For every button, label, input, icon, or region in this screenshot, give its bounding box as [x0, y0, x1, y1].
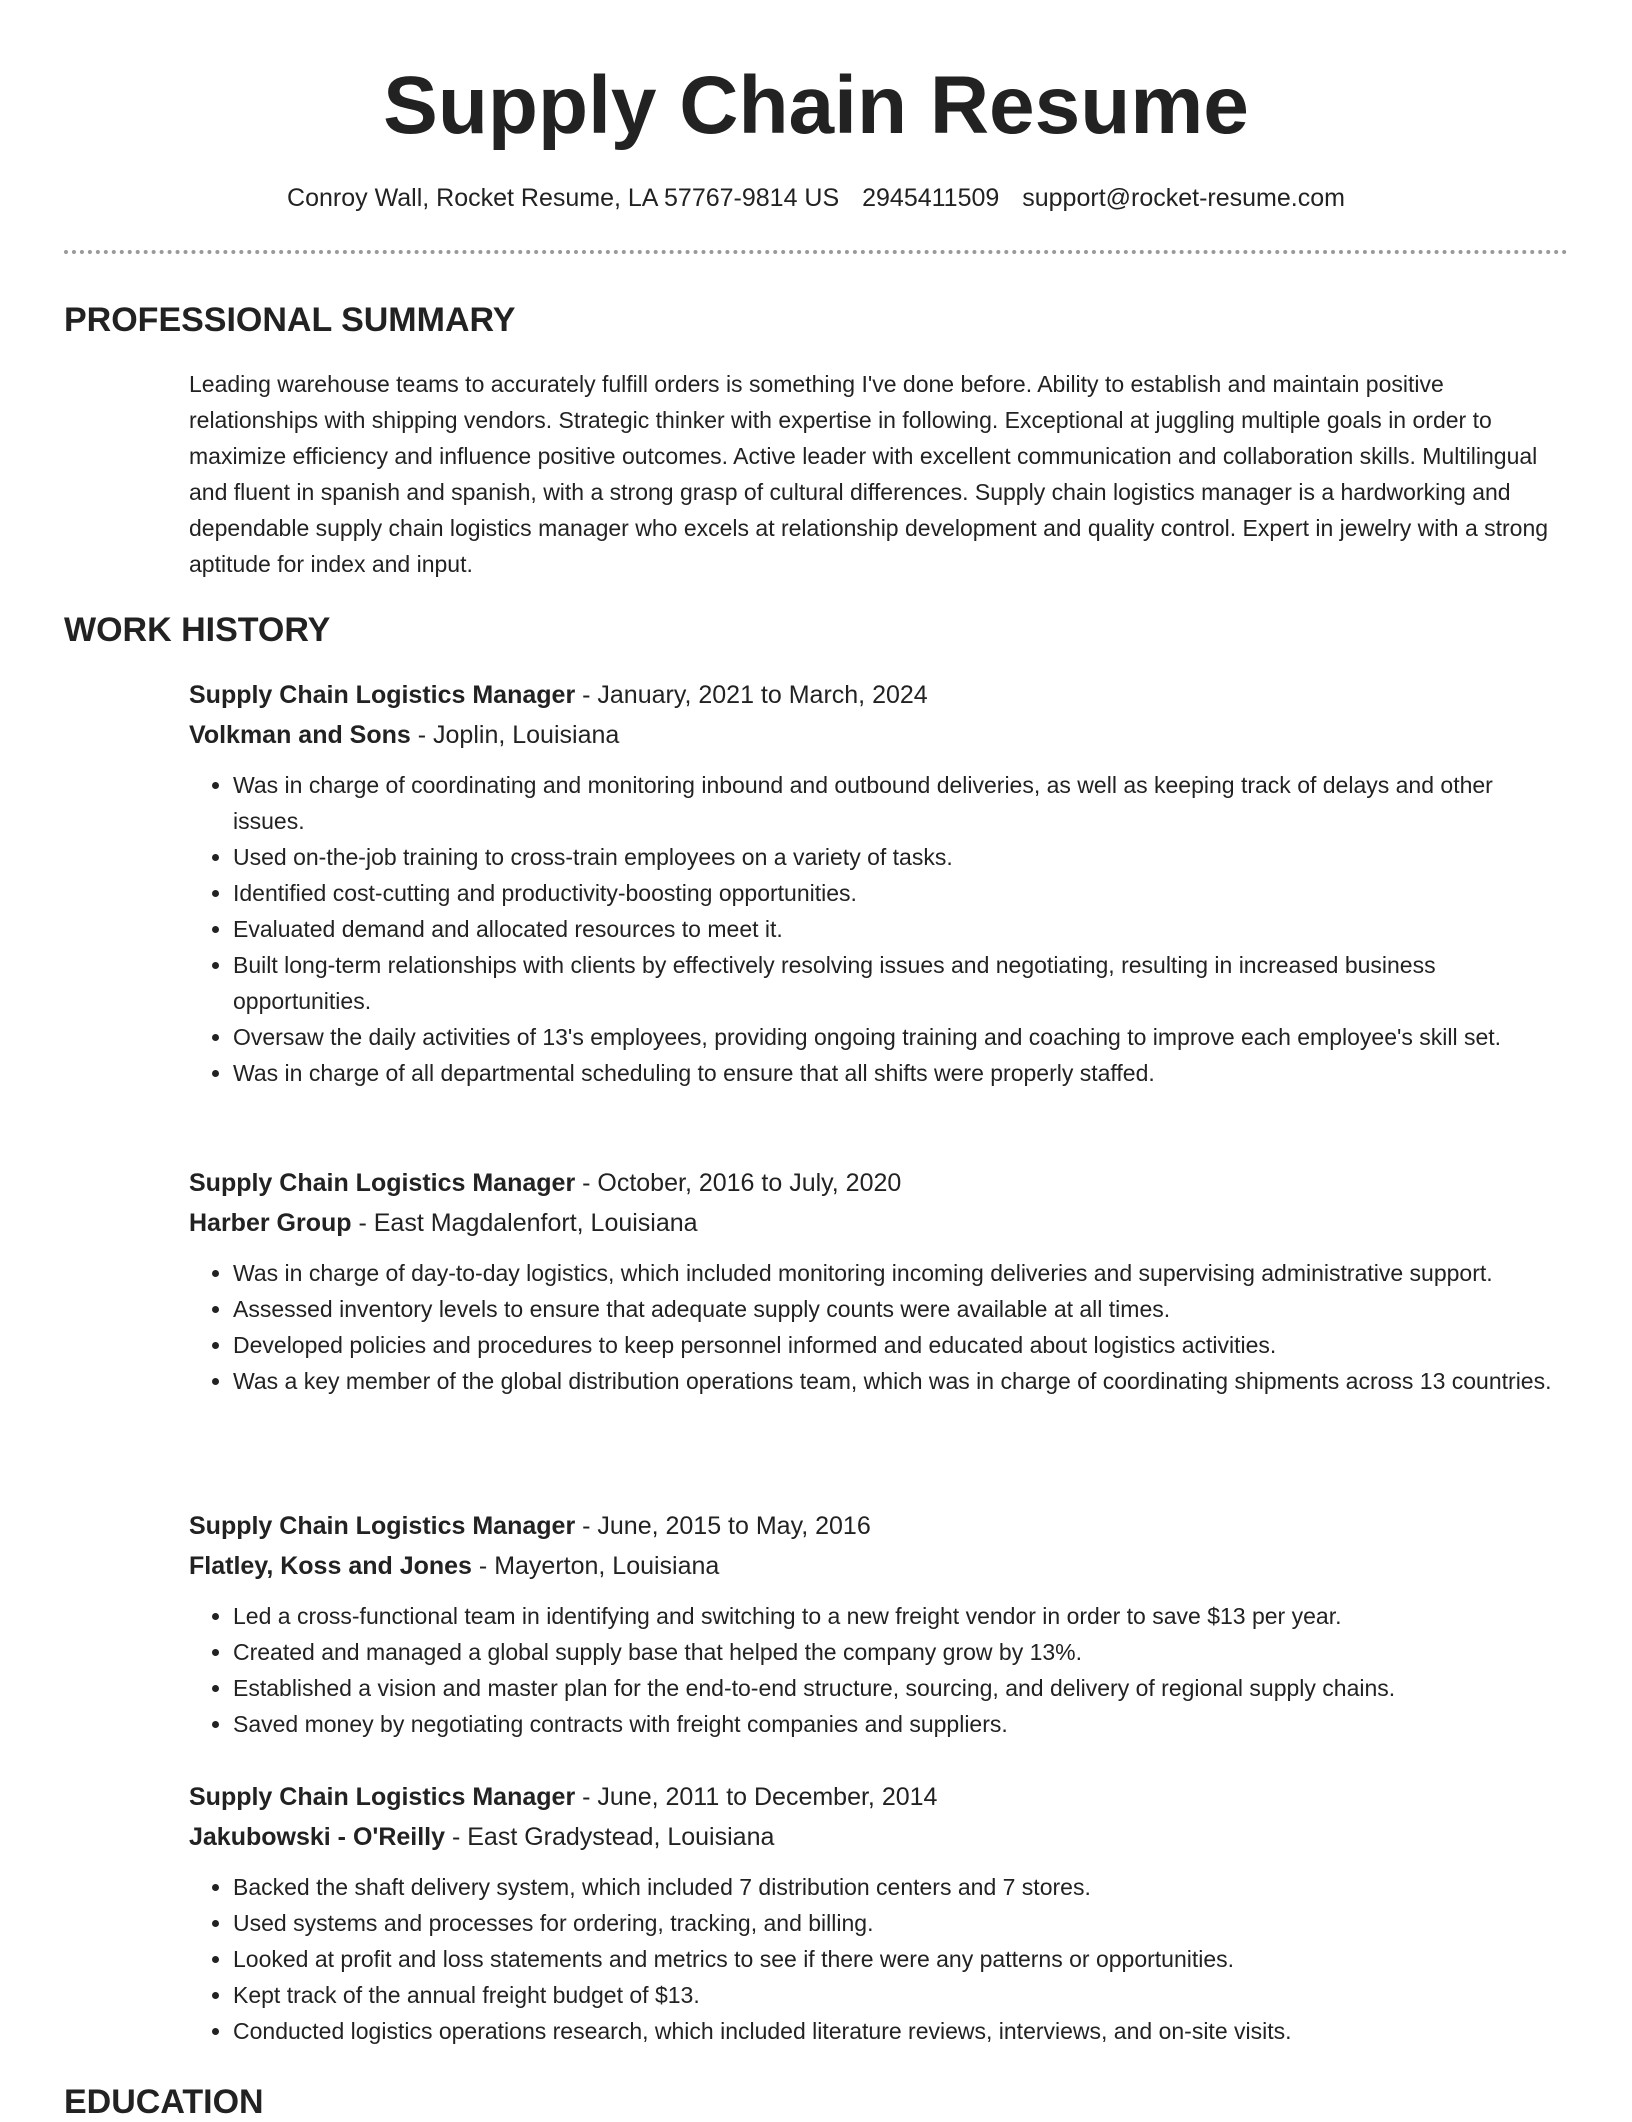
job-dates: October, 2016 to July, 2020 — [597, 1169, 902, 1197]
job-entry — [189, 1163, 1569, 1399]
job-location: Joplin, Louisiana — [433, 721, 620, 749]
job-bullet: • Backed the shaft delivery system, which included 7 distribution centers and 7 stores. — [233, 1869, 1569, 1905]
job-dates: June, 2015 to May, 2016 — [597, 1512, 871, 1540]
job-company: Jakubowski - O'Reilly — [189, 1823, 446, 1851]
job-location: Mayerton, Louisiana — [494, 1552, 720, 1580]
job-bullet: • Was in charge of day-to-day logistics, which included monitoring incoming deliveries and supervising administrative support. — [233, 1255, 1569, 1291]
job-bullet: • Looked at profit and loss statements and metrics to see if there were any patterns or opportunities. — [233, 1941, 1569, 1977]
contact-phone: 2945411509 — [862, 184, 1000, 212]
job-title: Supply Chain Logistics Manager — [189, 681, 576, 709]
job-bullet: • Oversaw the daily activities of 13's employees, providing ongoing training and coaching to improve each employee's skill set. — [233, 1019, 1569, 1055]
professional-summary-text: Leading warehouse teams to accurately fulfill orders is something I've done before. Ability to establish and maintain positive relationships with shipping vendors. Strategic thinker with expertise in following. Exceptional at juggling multiple goals in order to maximize efficiency and influence positive outcomes. Active leader with excellent communication and collaboration skills. Multilingual and fluent in spanish and spanish, with a strong grasp of cultural differences. Supply chain logistics manager is a hardworking and dependable supply chain logistics manager who excels at relationship development and quality control. Expert in jewelry with a strong aptitude for index and input. — [189, 371, 1549, 577]
job-bullet: • Was in charge of coordinating and monitoring inbound and outbound deliveries, as well as keeping track of delays and other issues. — [233, 767, 1569, 839]
job-company-line: Flatley, Koss and Jones - Mayerton, Louisiana — [189, 1552, 720, 1580]
job-company-line: Harber Group - East Magdalenfort, Louisiana — [189, 1209, 698, 1237]
job-company: Flatley, Koss and Jones — [189, 1552, 472, 1580]
job-company-line: Volkman and Sons - Joplin, Louisiana — [189, 721, 620, 749]
job-location: East Gradystead, Louisiana — [467, 1823, 775, 1851]
job-bullet: • Led a cross-functional team in identifying and switching to a new freight vendor in order to save $13 per year. — [233, 1598, 1569, 1634]
job-bullet-list — [189, 1598, 1569, 1742]
contact-address: Conroy Wall, Rocket Resume, LA 57767-9814 US — [287, 184, 840, 212]
job-bullet: • Evaluated demand and allocated resources to meet it. — [233, 911, 1569, 947]
contact-email: support@rocket-resume.com — [1022, 184, 1345, 212]
job-bullet: • Developed policies and procedures to keep personnel informed and educated about logistics activities. — [233, 1327, 1569, 1363]
job-dates: June, 2011 to December, 2014 — [597, 1783, 938, 1811]
job-bullet-list — [189, 1869, 1569, 2049]
job-bullet: • Established a vision and master plan for the end-to-end structure, sourcing, and delivery of regional supply chains. — [233, 1670, 1569, 1706]
job-company: Volkman and Sons — [189, 721, 411, 749]
job-title: Supply Chain Logistics Manager — [189, 1512, 576, 1540]
job-bullet: • Saved money by negotiating contracts with freight companies and suppliers. — [233, 1706, 1569, 1742]
contact-line — [0, 182, 1632, 214]
job-bullet: • Conducted logistics operations research, which included literature reviews, interviews, and on-site visits. — [233, 2013, 1569, 2049]
job-bullet: • Assessed inventory levels to ensure that adequate supply counts were available at all times. — [233, 1291, 1569, 1327]
job-company: Harber Group — [189, 1209, 352, 1237]
job-bullet: • Used on-the-job training to cross-train employees on a variety of tasks. — [233, 839, 1569, 875]
job-bullet: • Created and managed a global supply base that helped the company grow by 13%. — [233, 1634, 1569, 1670]
job-title: Supply Chain Logistics Manager — [189, 1783, 576, 1811]
job-bullet: • Kept track of the annual freight budget of $13. — [233, 1977, 1569, 2013]
job-bullet: • Identified cost-cutting and productivity-boosting opportunities. — [233, 875, 1569, 911]
job-entry — [189, 675, 1569, 1091]
resume-title: Supply Chain Resume — [383, 60, 1249, 151]
work-history-heading: WORK HISTORY — [64, 611, 331, 649]
job-bullet-list — [189, 1255, 1569, 1399]
professional-summary-heading: PROFESSIONAL SUMMARY — [64, 301, 516, 339]
job-entry — [189, 1777, 1569, 2049]
job-title-line: Supply Chain Logistics Manager - June, 2015 to May, 2016 — [189, 1512, 871, 1540]
job-bullet-list — [189, 767, 1569, 1091]
job-dates: January, 2021 to March, 2024 — [597, 681, 928, 709]
job-title-line: Supply Chain Logistics Manager - January, 2021 to March, 2024 — [189, 681, 928, 709]
job-company-line: Jakubowski - O'Reilly - East Gradystead, Louisiana — [189, 1823, 775, 1851]
job-location: East Magdalenfort, Louisiana — [373, 1209, 698, 1237]
job-title: Supply Chain Logistics Manager — [189, 1169, 576, 1197]
job-bullet: • Was a key member of the global distribution operations team, which was in charge of coordinating shipments across 13 countries. — [233, 1363, 1569, 1399]
job-title-line: Supply Chain Logistics Manager - October, 2016 to July, 2020 — [189, 1169, 902, 1197]
job-bullet: • Was in charge of all departmental scheduling to ensure that all shifts were properly staffed. — [233, 1055, 1569, 1091]
education-heading: EDUCATION — [64, 2083, 264, 2121]
job-bullet: • Built long-term relationships with clients by effectively resolving issues and negotiating, resulting in increased business opportunities. — [233, 947, 1569, 1019]
header-divider — [64, 250, 1568, 254]
job-bullet: • Used systems and processes for ordering, tracking, and billing. — [233, 1905, 1569, 1941]
job-entry — [189, 1506, 1569, 1742]
job-title-line: Supply Chain Logistics Manager - June, 2011 to December, 2014 — [189, 1783, 938, 1811]
